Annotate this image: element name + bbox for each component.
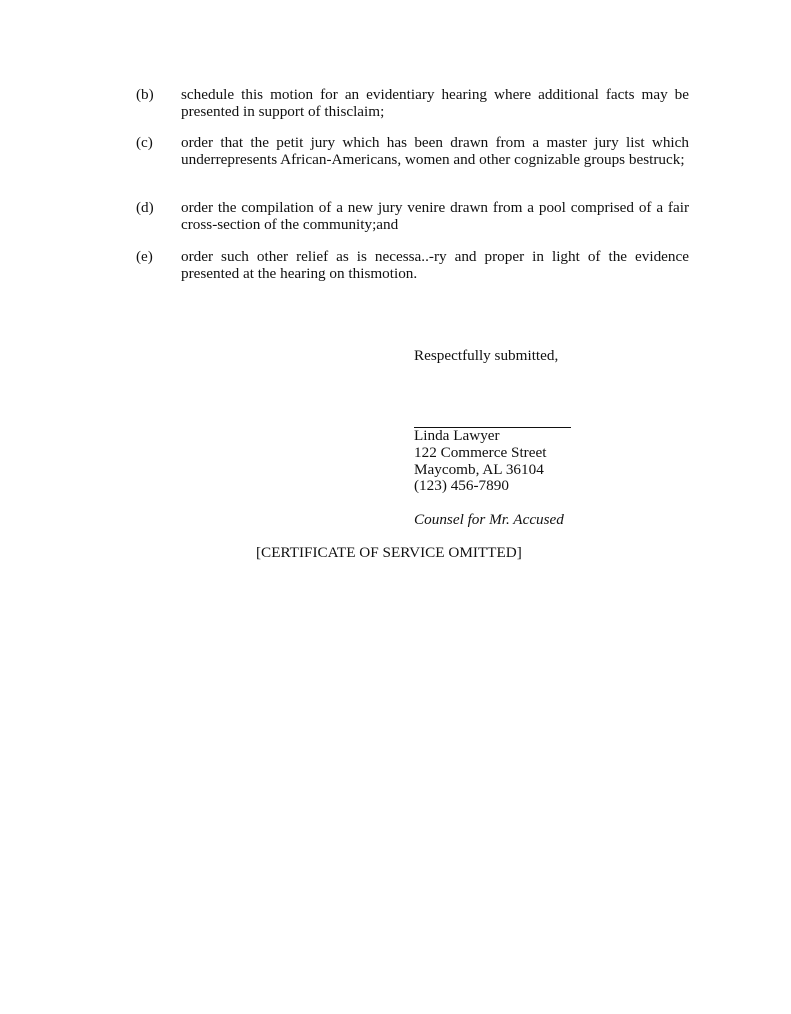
item-text: order that the petit jury which has been drawn from a master jury list which underrepresents African-Americans, women and other cognizable groups bestruck; — [181, 134, 689, 168]
counsel-line: Counsel for Mr. Accused — [414, 511, 564, 528]
relief-item-e — [136, 249, 689, 282]
signer-name: Linda Lawyer — [414, 427, 500, 444]
item-marker: (e) — [136, 248, 153, 265]
relief-item-d — [136, 200, 689, 233]
relief-item-b — [136, 87, 689, 120]
closing-salutation: Respectfully submitted, — [414, 347, 559, 364]
item-text: schedule this motion for an evidentiary hearing where additional facts may be presented in support of thisclaim; — [181, 86, 689, 120]
item-text: order such other relief as is necessa..-ry and proper in light of the evidence presented at the hearing on thismotion. — [181, 248, 689, 282]
signature-block — [414, 428, 546, 495]
item-text: order the compilation of a new jury venire drawn from a pool comprised of a fair cross-section of the community;and — [181, 199, 689, 233]
address-street: 122 Commerce Street — [414, 443, 547, 461]
phone-number: (123) 456-7890 — [414, 477, 509, 495]
item-marker: (c) — [136, 134, 153, 151]
relief-item-c — [136, 135, 689, 168]
certificate-of-service: [CERTIFICATE OF SERVICE OMITTED] — [256, 544, 522, 561]
item-marker: (d) — [136, 199, 154, 216]
address-city: Maycomb, AL 36104 — [414, 460, 544, 478]
item-marker: (b) — [136, 86, 154, 103]
